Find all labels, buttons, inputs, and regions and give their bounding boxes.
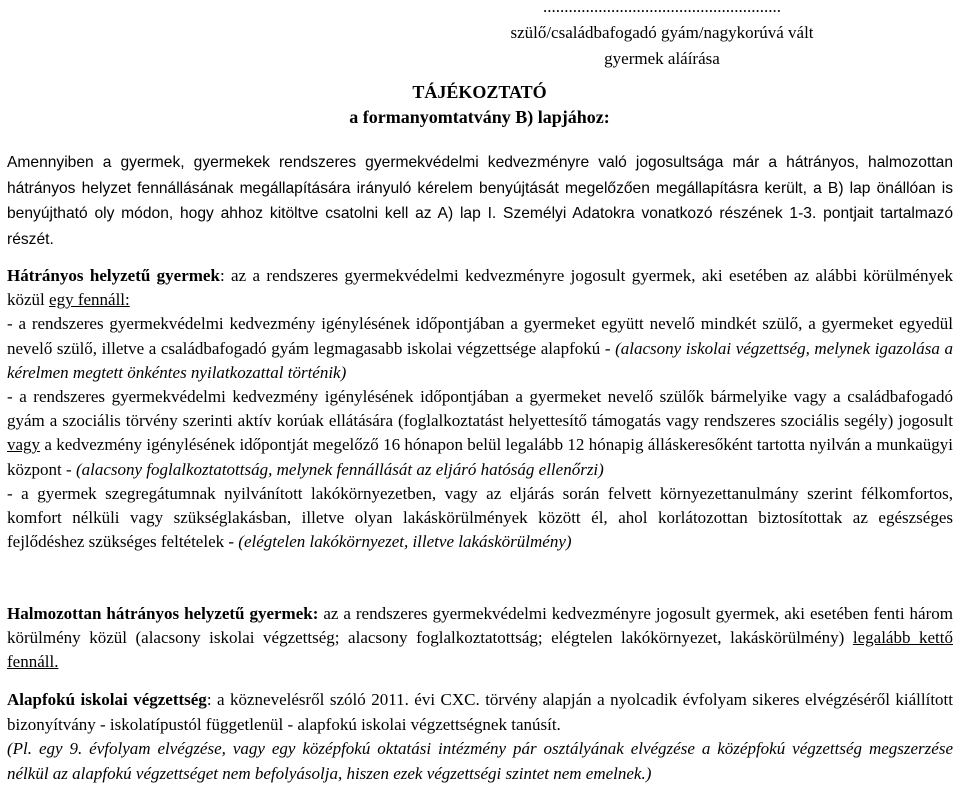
condition-employment-or: vagy: [7, 435, 41, 455]
multiple-disadvantaged-definition: [7, 602, 953, 674]
disadvantaged-condition: egy fennáll:: [49, 290, 130, 310]
condition-housing: [7, 482, 953, 555]
document-title: TÁJÉKOZTATÓ: [412, 82, 547, 102]
disadvantaged-term: Hátrányos helyzetű gyermek: [7, 266, 220, 285]
multiple-condition: legalább kettő fennáll.: [7, 628, 954, 671]
condition-education: [7, 312, 953, 385]
signature-label-line-2: gyermek aláírása: [604, 49, 720, 68]
condition-employment: [7, 385, 953, 482]
disadvantaged-intro: [7, 264, 953, 312]
education-text: : a köznevelésről szóló 2011. évi CXC. törvény alapján a nyolcadik évfolyam sikeres elvégzéséről kiállított bizonyítvány - iskolatípustól függetlenül - alapfokú iskolai végzettségnek tanúsít.: [7, 690, 953, 734]
multiple-term: Halmozottan hátrányos helyzetű gyermek:: [7, 604, 319, 623]
intro-paragraph: Amennyiben a gyermek, gyermekek rendszeres gyermekvédelmi kedvezményre való jogosultsága már a hátrányos, halmozottan hátrányos helyzet fennállásának megállapítására irányuló kérelem benyújtását megelőzően megállapításra került, a B) lap önállóan is benyújtható oly módon, hogy ahhoz kitöltve csatolni kell az A) lap I. Személyi Adatokra vonatkozó részének 1-3. pontjait tartalmazó részét.: [7, 154, 953, 248]
signature-label-line-1: szülő/családbafogadó gyám/nagykorúvá vált: [510, 23, 814, 42]
education-term: Alapfokú iskolai végzettség: [7, 690, 207, 709]
condition-employment-note: (alacsony foglalkoztatottság, melynek fennállását az eljáró hatóság ellenőrzi): [75, 459, 604, 479]
signature-block: [466, 0, 858, 72]
document-subtitle: a formanyomtatvány B) lapjához:: [349, 107, 610, 127]
condition-education-text: - a rendszeres gyermekvédelmi kedvezmény igénylésének időpontjában a gyermeket együtt nevelő mindkét szülő, a gyermeket egyedül nevelő szülő, illetve a családbafogadó gyám legmagasabb iskolai végzettsége alapfokú -: [7, 314, 953, 358]
disadvantaged-text: : az a rendszeres gyermekvédelmi kedvezményre jogosult gyermek, aki esetében az alábbi körülmények közül: [7, 266, 953, 310]
education-example: [7, 737, 953, 786]
condition-employment-text-a: - a rendszeres gyermekvédelmi kedvezmény igénylésének időpontjában a gyermeket nevelő szülők bármelyike vagy a családbafogadó gyám a szociális törvény szerinti aktív korúak ellátására (foglalkoztatást helyettesítő támogatás vagy rendszeres szociális segély) jogosult: [7, 387, 953, 431]
education-definition-text: [7, 688, 953, 737]
condition-employment-text-b: a kedvezmény igénylésének időpontját megelőző 16 hónapon belül legalább 12 hónapig álláskeresőként tartotta nyilván a munkaügyi központ -: [7, 435, 953, 479]
education-example-text: (Pl. egy 9. évfolyam elvégzése, vagy egy középfokú oktatási intézmény pár osztályának elvégzése a középfokú végzettség megszerzése nélkül az alapfokú végzettséget nem befolyásolja, hiszen ezek végzettségi szintet nem emelnek.): [7, 739, 953, 783]
condition-housing-note: (elégtelen lakókörnyezet, illetve lakáskörülmény): [238, 532, 572, 552]
disadvantaged-definition: [7, 264, 953, 554]
condition-housing-text: - a gyermek szegregátumnak nyilvánított lakókörnyezetben, vagy az eljárás során felvett környezettanulmány szerint félkomfortos, komfort nélküli vagy szükséglakásban, illetve olyan lakáskörülmények között él, ahol korlátozottan biztosítottak az egészséges fejlődéshez szükséges feltételek -: [7, 483, 953, 552]
education-definition: [7, 688, 953, 786]
signature-dotted-line: ........................................................: [543, 0, 781, 16]
multiple-text: az a rendszeres gyermekvédelmi kedvezményre jogosult gyermek, aki esetében fenti három körülmény közül (alacsony iskolai végzettség; alacsony foglalkoztatottság; elégtelen lakókörnyezet, lakáskörülmény): [7, 604, 953, 647]
condition-education-note: (alacsony iskolai végzettség, melynek igazolása a kérelmen megtett önkéntes nyilatkozattal történik): [7, 338, 953, 382]
